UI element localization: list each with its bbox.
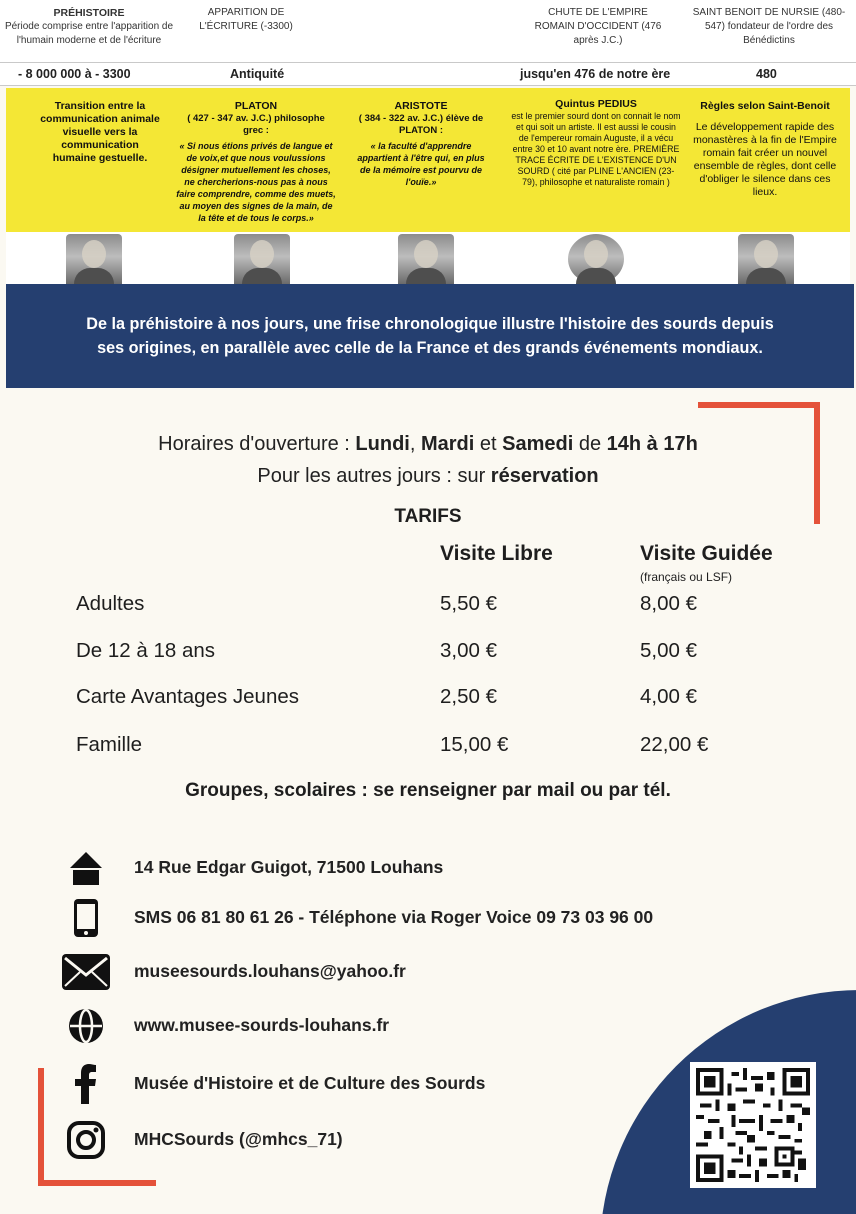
price-row bbox=[0, 733, 856, 765]
hours-line-1: Horaires d'ouverture : Lundi, Mardi et Samedi de 14h à 17h bbox=[158, 433, 698, 455]
price-libre: 2,50 € bbox=[440, 685, 497, 708]
timeline-cells bbox=[6, 88, 850, 232]
timeline-cell-head: PLATON bbox=[234, 100, 278, 112]
hours-line-2: Pour les autres jours : sur réservation bbox=[257, 465, 599, 487]
col-visite-guidee: Visite Guidée bbox=[640, 542, 773, 565]
timeline-dates bbox=[0, 62, 856, 86]
facebook-link[interactable]: Musée d'Histoire et de Culture des Sourds bbox=[134, 1073, 486, 1093]
banner-line: ses origines, en parallèle avec celle de la France et des grands événements mondiaux. bbox=[97, 339, 763, 357]
timeline-cell-aristote bbox=[356, 100, 486, 188]
groups-info: Groupes, scolaires : se renseigner par mail ou par tél. bbox=[185, 780, 671, 801]
price-label: Carte Avantages Jeunes bbox=[76, 685, 299, 708]
price-row bbox=[0, 639, 856, 671]
pedius-portrait bbox=[568, 234, 624, 284]
timeline-cell-body: est le premier sourd dont on connait le nom et qui soit un artiste. Il est aussi le cousin de l'empereur romain Auguste, il a vécu entre 30 et 10 avant notre ère. PREMIÈRE TRACE ÉCRITE DE L'EXISTENCE D'UN SOURD ( cité par PLINE L'ANCIEN (23-79), philosophe et naturaliste romain ) bbox=[511, 111, 681, 187]
house-icon bbox=[60, 846, 112, 890]
globe-icon bbox=[60, 1004, 112, 1048]
price-guidee: 4,00 € bbox=[640, 685, 697, 708]
timeline-cell-head: Transition entre la communication animale visuelle vers la communication humaine gestuelle. bbox=[40, 100, 160, 164]
timeline-date: 480 bbox=[756, 67, 777, 81]
price-guidee: 22,00 € bbox=[640, 733, 709, 756]
red-corner-mark bbox=[38, 1068, 44, 1186]
timeline-cell-head: ARISTOTE bbox=[394, 100, 448, 112]
timeline-col-rome bbox=[528, 6, 668, 48]
contact-facebook bbox=[60, 1062, 760, 1106]
timeline-cell-body: ( 427 - 347 av. J.C.) philosophe grec : bbox=[187, 113, 325, 136]
contact-phone bbox=[60, 896, 760, 940]
website-link[interactable]: www.musee-sourds-louhans.fr bbox=[134, 1015, 390, 1035]
banner-line: De la préhistoire à nos jours, une frise chronologique illustre l'histoire des sourds depuis bbox=[86, 315, 774, 333]
timeline-col-sub: SAINT BENOIT DE NURSIE (480-547) fondateur de l'ordre des Bénédictins bbox=[692, 7, 846, 46]
timeline-cell-benoit bbox=[690, 100, 840, 199]
tarifs-title: TARIFS bbox=[394, 506, 462, 527]
timeline-col-sub: Période comprise entre l'apparition de l'humain moderne et de l'écriture bbox=[4, 21, 174, 46]
mail-icon bbox=[60, 950, 112, 994]
price-guidee: 5,00 € bbox=[640, 639, 697, 662]
contact-address bbox=[60, 846, 760, 890]
benoit-portrait bbox=[738, 234, 794, 284]
price-label: Adultes bbox=[76, 592, 145, 615]
facebook-icon bbox=[60, 1062, 112, 1106]
timeline-date: - 8 000 000 à - 3300 bbox=[18, 67, 131, 81]
timeline-col-prehistory bbox=[4, 6, 174, 48]
red-corner-mark bbox=[38, 1180, 156, 1186]
contact-instagram bbox=[60, 1118, 760, 1162]
price-libre: 5,50 € bbox=[440, 592, 497, 615]
opening-hours bbox=[0, 428, 856, 492]
timeline-cell-body: ( 384 - 322 av. J.C.) élève de PLATON : bbox=[358, 113, 484, 136]
timeline-col-sub: APPARITION DE L'ÉCRITURE (-3300) bbox=[199, 7, 293, 32]
timeline-col-benoit bbox=[686, 6, 852, 48]
instagram-icon bbox=[60, 1118, 112, 1162]
price-libre: 15,00 € bbox=[440, 733, 509, 756]
timeline-cell-head: Quintus PEDIUS bbox=[555, 98, 637, 110]
timeline-col-title: PRÉHISTOIRE bbox=[53, 7, 125, 19]
price-guidee: 8,00 € bbox=[640, 592, 697, 615]
col-visite-guidee-sub: (français ou LSF) bbox=[640, 570, 733, 584]
prehistoric-portrait bbox=[66, 234, 122, 284]
contact-email bbox=[60, 950, 760, 994]
timeline-col-sub: CHUTE DE L'EMPIRE ROMAIN D'OCCIDENT (476 après J.C.) bbox=[534, 7, 662, 46]
instagram-link[interactable]: MHCSourds (@mhcs_71) bbox=[134, 1129, 343, 1149]
timeline-cell-platon bbox=[176, 100, 336, 224]
frise-banner bbox=[6, 284, 854, 388]
price-label: De 12 à 18 ans bbox=[76, 639, 216, 662]
aristote-portrait bbox=[398, 234, 454, 284]
red-corner-mark bbox=[698, 402, 820, 408]
timeline-cell-body: Le développement rapide des monastères à la fin de l'Empire romain fait créer un nouvel ensemble de règles, dont celle d'obliger le silence dans ces lieux. bbox=[693, 121, 837, 198]
price-row bbox=[0, 592, 856, 624]
timeline-cell-quote: « Si nous étions privés de langue et de voix,et que nous voulussions désigner mutuellement les choses, ne chercherions-nous pas à nous faire comprendre, comme des muets, au moyen des signes de la main, de la tête et de tous le corps.» bbox=[176, 141, 336, 223]
price-label: Famille bbox=[76, 733, 143, 756]
price-row bbox=[0, 685, 856, 717]
timeline-cell-quote: « la faculté d'apprendre appartient à l'être qui, en plus de la mémoire est pourvu de l'ouïe.» bbox=[357, 141, 485, 187]
timeline-date: jusqu'en 476 de notre ère bbox=[520, 67, 671, 81]
timeline-portraits bbox=[6, 232, 850, 284]
address-text: 14 Rue Edgar Guigot, 71500 Louhans bbox=[134, 857, 444, 877]
price-libre: 3,00 € bbox=[440, 639, 497, 662]
col-visite-libre: Visite Libre bbox=[440, 542, 553, 565]
timeline-col-writing bbox=[196, 6, 296, 34]
timeline-cell-head: Règles selon Saint-Benoit bbox=[700, 100, 830, 112]
timeline-header bbox=[0, 0, 856, 62]
phone-text[interactable]: SMS 06 81 80 61 26 - Téléphone via Roger Voice 09 73 03 96 00 bbox=[134, 907, 654, 927]
contact-web bbox=[60, 1004, 760, 1048]
email-link[interactable]: museesourds.louhans@yahoo.fr bbox=[134, 961, 406, 981]
timeline-cell-pedius bbox=[511, 98, 681, 188]
timeline-date: Antiquité bbox=[230, 67, 285, 81]
phone-icon bbox=[60, 896, 112, 940]
timeline-cell-prehistory bbox=[40, 100, 160, 165]
platon-portrait bbox=[234, 234, 290, 284]
